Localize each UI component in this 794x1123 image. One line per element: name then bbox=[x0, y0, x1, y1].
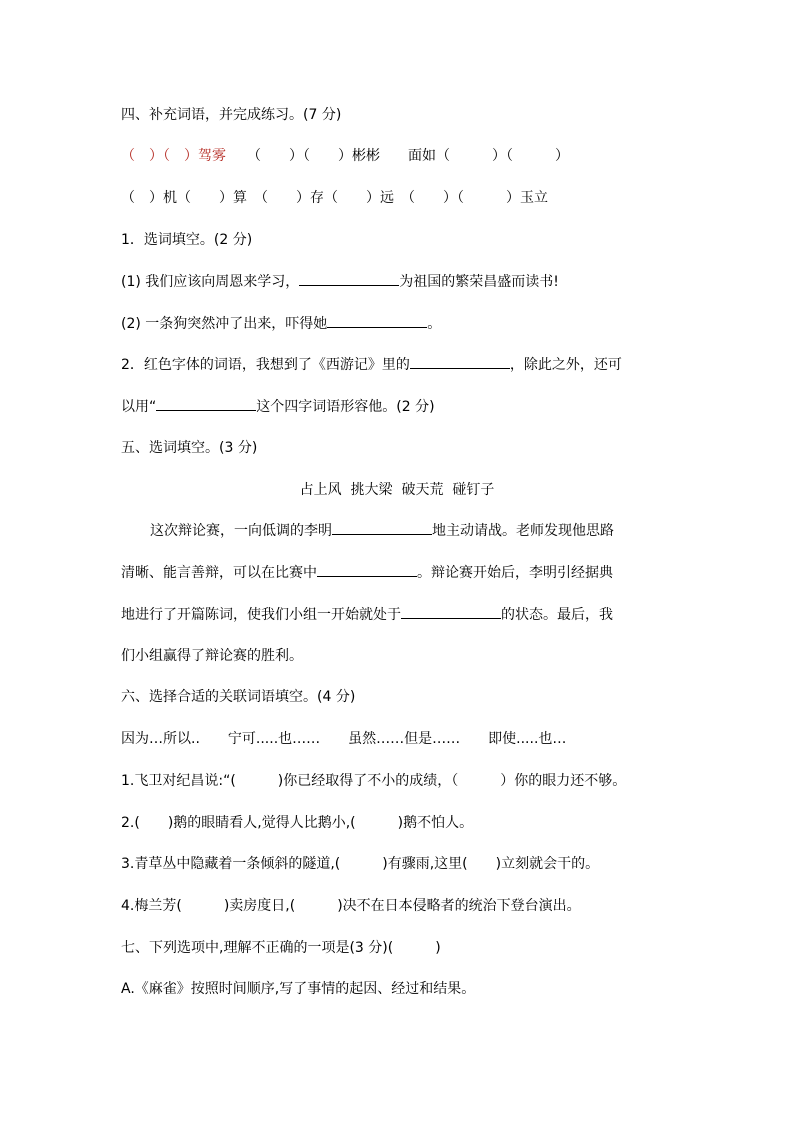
answer-blank[interactable] bbox=[401, 604, 501, 619]
section-4-row-2: （ ）机（ ）算 （ ）存（ ）远 （ ）（ ）玉立 bbox=[121, 190, 548, 206]
answer-blank[interactable] bbox=[410, 354, 510, 369]
section-4-q1-a bbox=[121, 271, 681, 293]
section-6-q4: 4.梅兰芳( )卖房度日,( )决不在日本侵略者的统治下登台演出。 bbox=[121, 898, 581, 914]
answer-blank[interactable] bbox=[317, 562, 417, 577]
q1-a-text: (1) 我们应该向周恩来学习， bbox=[121, 274, 300, 290]
para-text: 地进行了开篇陈词，使我们小组一开始就处于 bbox=[121, 607, 401, 623]
para-text: 这次辩论赛，一向低调的李明 bbox=[150, 523, 332, 539]
answer-blank[interactable] bbox=[327, 313, 427, 328]
section-5-para-1 bbox=[150, 520, 710, 542]
section-4-q1-b bbox=[121, 313, 681, 335]
section-4-q2 bbox=[121, 354, 681, 376]
section-6-q2: 2.( )鹅的眼睛看人,觉得人比鹅小,( )鹅不怕人。 bbox=[121, 815, 474, 831]
q2-text-end: ，除此之外，还可 bbox=[509, 357, 622, 373]
q2-text: 2．红色字体的词语，我想到了《西游记》里的 bbox=[121, 357, 410, 373]
q1-b-text-end: 。 bbox=[427, 316, 442, 332]
red-idiom-fill: （ ）（ ）驾雾 bbox=[121, 148, 226, 164]
section-7-option-a: A.《麻雀》按照时间顺序,写了事情的起因、经过和结果。 bbox=[121, 981, 476, 997]
section-4-title: 四、补充词语，并完成练习。(7 分) bbox=[121, 107, 342, 123]
para-text-end: 。辩论赛开始后，李明引经据典 bbox=[417, 565, 613, 581]
q1-b-text: (2) 一条狗突然冲了出来，吓得她 bbox=[121, 316, 328, 332]
para-text: 清晰、能言善辩，可以在比赛中 bbox=[121, 565, 317, 581]
q1-a-text-end: 为祖国的繁荣昌盛而读书! bbox=[399, 274, 559, 290]
section-5-title: 五、选词填空。(3 分) bbox=[121, 440, 258, 456]
row-1-rest: （ ）（ ）彬彬 面如（ ）（ ） bbox=[226, 148, 569, 164]
section-4-q2-line-2 bbox=[121, 396, 681, 418]
para-text-end: 的状态。最后，我 bbox=[501, 607, 613, 623]
section-5-para-2 bbox=[121, 562, 681, 584]
answer-blank[interactable] bbox=[332, 520, 432, 535]
section-5-para-4: 们小组赢得了辩论赛的胜利。 bbox=[121, 648, 303, 664]
section-4-q1-title: 1．选词填空。(2 分) bbox=[121, 232, 253, 248]
q2-line2-text-end: 这个四字词语形容他。(2 分) bbox=[256, 399, 435, 415]
section-4-row-1 bbox=[121, 145, 681, 167]
section-6-title: 六、选择合适的关联词语填空。(4 分) bbox=[121, 689, 356, 705]
answer-blank[interactable] bbox=[299, 271, 399, 286]
section-7-title: 七、下列选项中,理解不正确的一项是(3 分)( ) bbox=[121, 940, 441, 956]
section-6-q1: 1.飞卫对纪昌说:“( )你已经取得了不小的成绩，（ ）你的眼力还不够。 bbox=[121, 773, 627, 789]
conjunction-options: 因为…所以.. 宁可.....也…… 虽然……但是…… 即使.....也… bbox=[121, 731, 567, 747]
answer-blank[interactable] bbox=[156, 396, 256, 411]
q2-line2-text: 以用“ bbox=[121, 399, 157, 415]
section-6-q3: 3.青草丛中隐藏着一条倾斜的隧道,( )有骤雨,这里( )立刻就会干的。 bbox=[121, 856, 600, 872]
word-bank: 占上风 挑大梁 破天荒 碰钉子 bbox=[299, 482, 495, 498]
section-5-para-3 bbox=[121, 604, 681, 626]
para-text-end: 地主动请战。老师发现他思路 bbox=[432, 523, 614, 539]
